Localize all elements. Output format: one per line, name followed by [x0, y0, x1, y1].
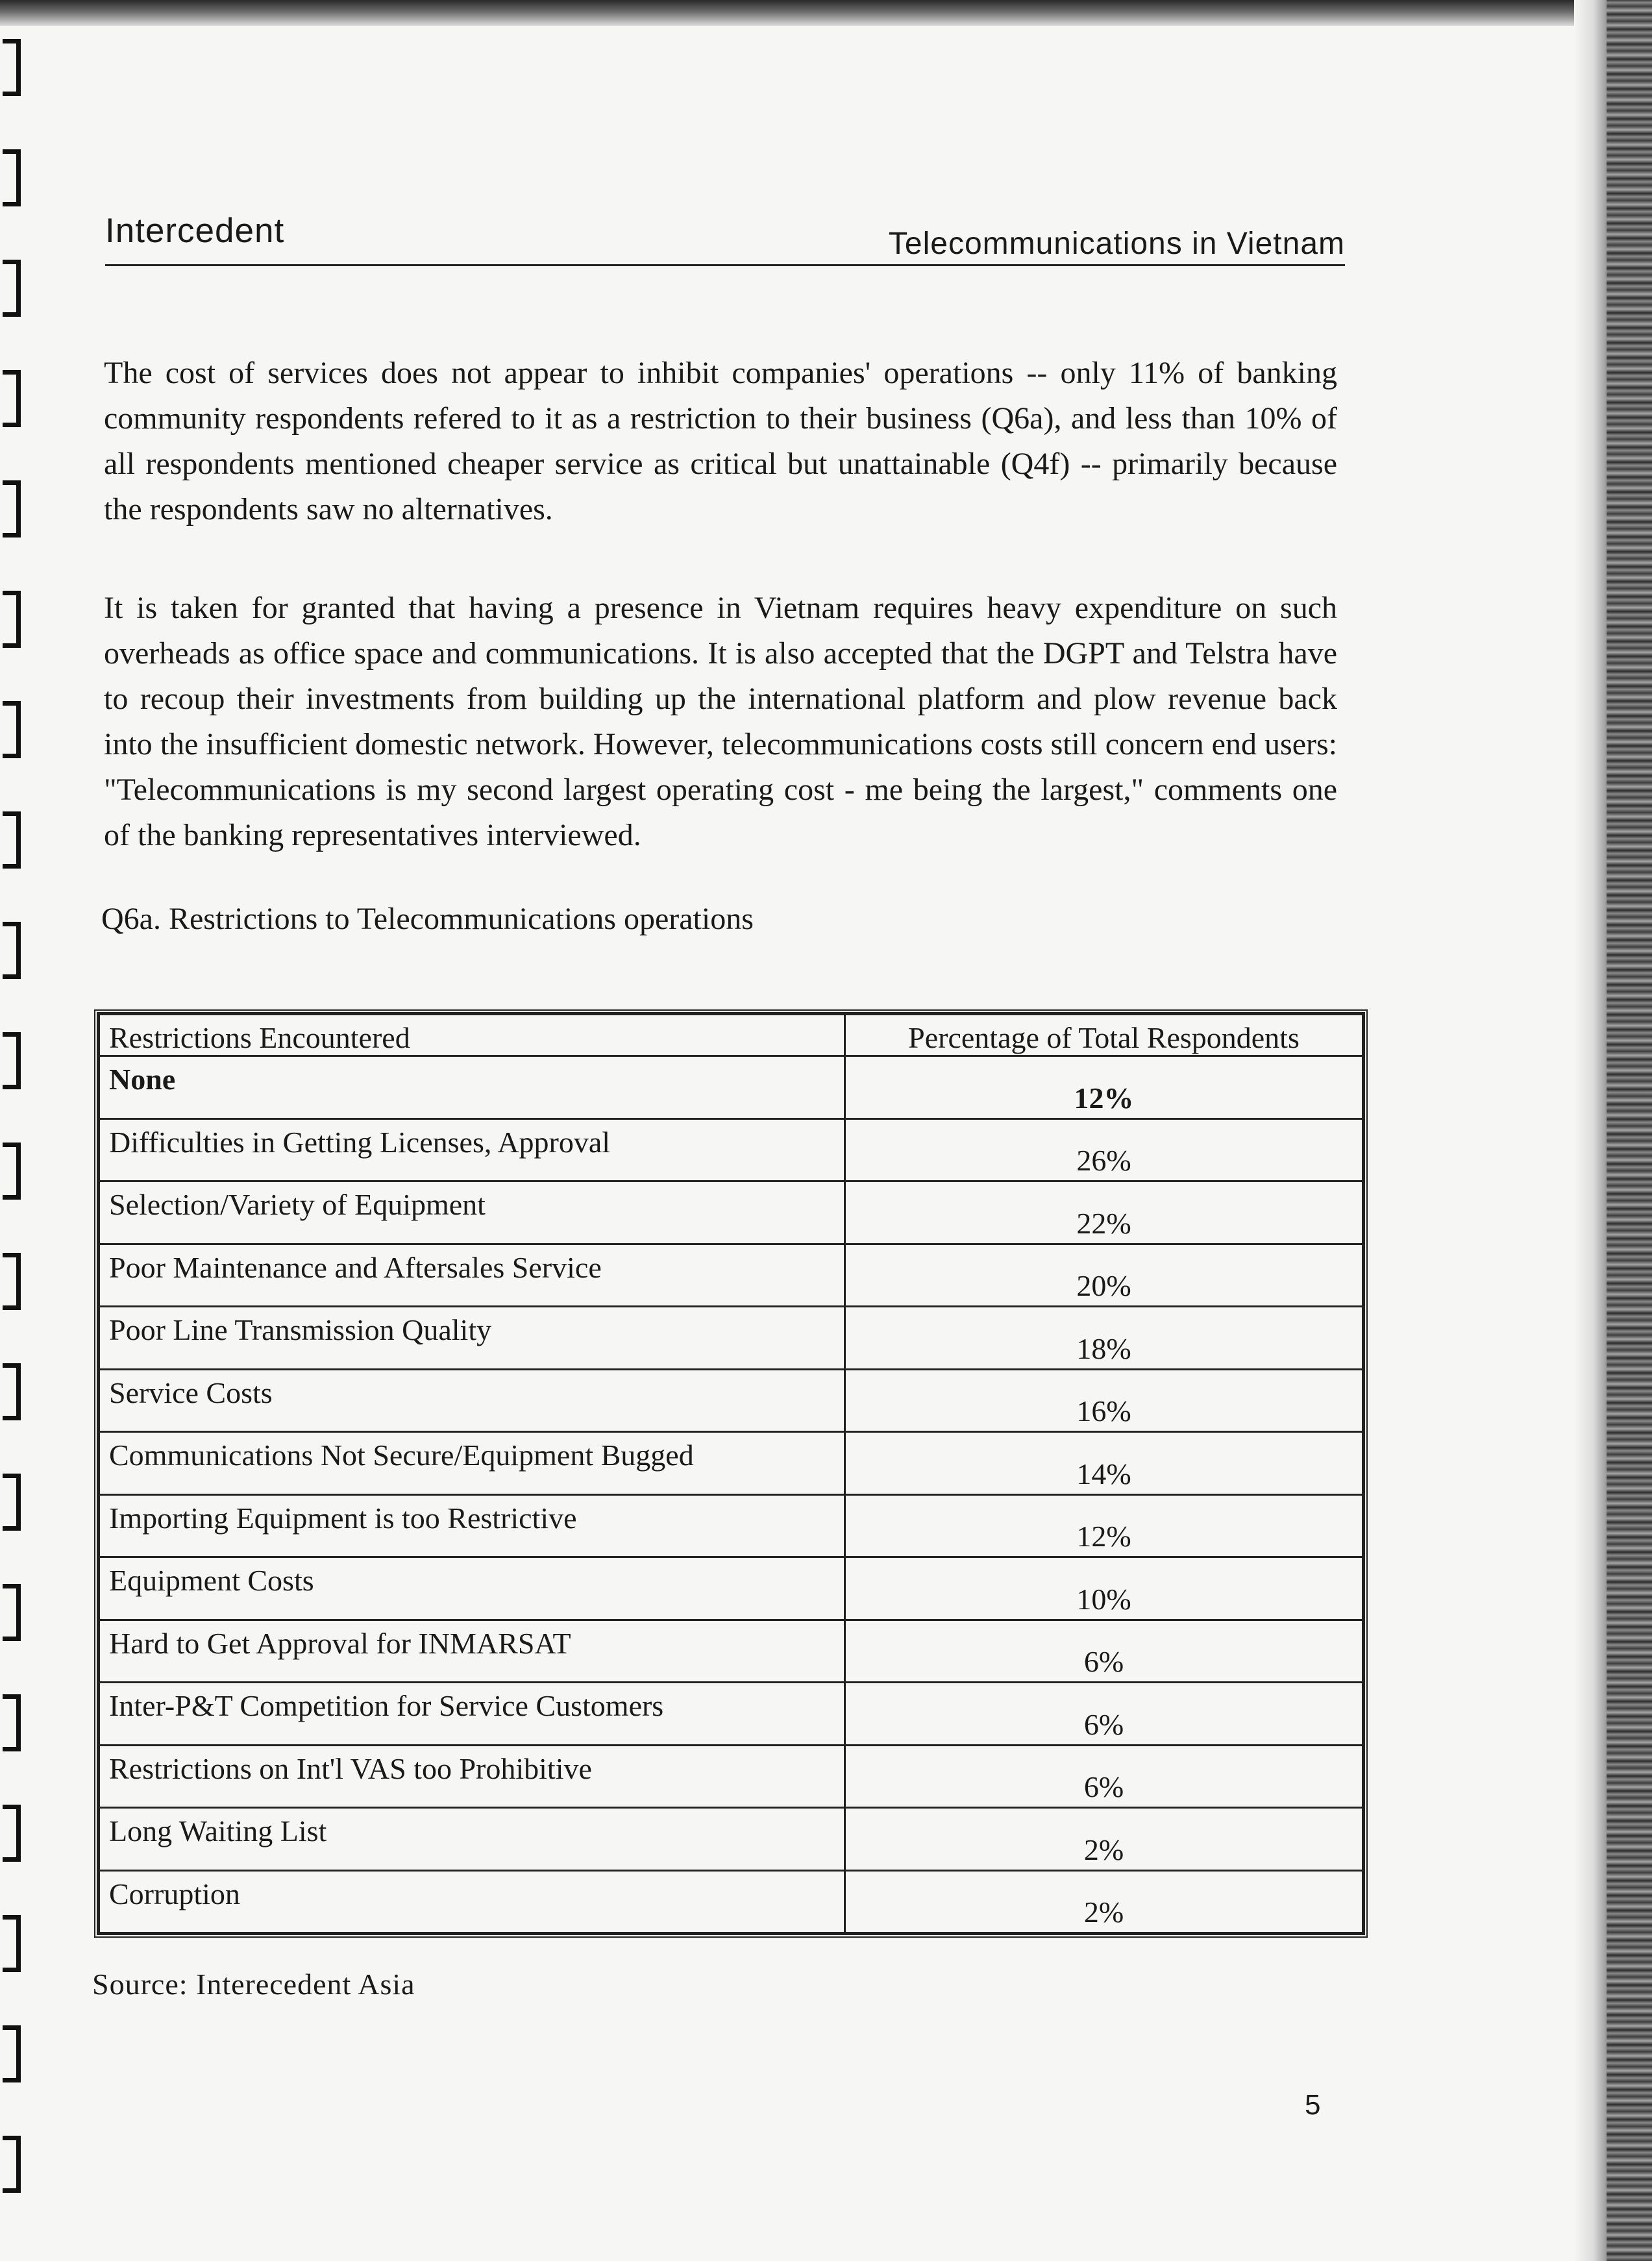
row-label: Restrictions on Int'l VAS too Prohibitive — [99, 1745, 845, 1808]
row-value: 2% — [845, 1808, 1363, 1871]
row-label: Poor Line Transmission Quality — [99, 1307, 845, 1370]
column-header-percentage: Percentage of Total Respondents — [845, 1015, 1363, 1056]
table-row — [99, 1056, 1363, 1119]
binder-ring-icon — [3, 1805, 21, 1862]
binder-ring-icon — [3, 39, 21, 96]
table-row — [99, 1870, 1363, 1933]
binder-ring-icon — [3, 2025, 21, 2082]
binder-ring-icon — [3, 480, 21, 537]
binder-ring-icon — [3, 1915, 21, 1972]
row-value: 6% — [845, 1683, 1363, 1746]
table-row — [99, 1557, 1363, 1620]
table-row — [99, 1118, 1363, 1181]
row-label: Inter-P&T Competition for Service Customers — [99, 1683, 845, 1746]
table-row — [99, 1620, 1363, 1683]
source-note: Source: Interecedent Asia — [92, 1968, 415, 2001]
page-number: 5 — [1305, 2089, 1321, 2121]
row-value: 2% — [845, 1870, 1363, 1933]
table-row — [99, 1369, 1363, 1432]
table-caption: Q6a. Restrictions to Telecommunications operations — [101, 902, 754, 936]
row-value: 14% — [845, 1432, 1363, 1495]
scan-right-edge — [1607, 0, 1652, 2261]
table-row — [99, 1683, 1363, 1746]
row-value: 12% — [845, 1056, 1363, 1119]
row-label: Selection/Variety of Equipment — [99, 1181, 845, 1244]
binder-ring-icon — [3, 1474, 21, 1531]
header-company: Intercedent — [105, 212, 285, 250]
row-value: 6% — [845, 1620, 1363, 1683]
binder-ring-icon — [3, 2136, 21, 2193]
row-label: Communications Not Secure/Equipment Bugged — [99, 1432, 845, 1495]
binder-ring-icon — [3, 1253, 21, 1310]
binder-ring-icon — [3, 370, 21, 427]
row-value: 26% — [845, 1118, 1363, 1181]
binder-ring-icon — [3, 1694, 21, 1751]
binder-ring-icon — [3, 591, 21, 648]
row-label: Importing Equipment is too Restrictive — [99, 1494, 845, 1557]
binder-ring-icon — [3, 701, 21, 758]
paragraph-expenditure: It is taken for granted that having a presence in Vietnam requires heavy expenditure on such overheads as office space and communications. It is also accepted that the DGPT and Telstra have to recoup their investments from building up the international platform and plow revenue back into the insufficient domestic network. However, telecommunications costs still concern end users: "Telecommunications is my second largest operating cost - me being the largest," comments one of the banking representatives interviewed. — [104, 591, 1337, 852]
row-label: Service Costs — [99, 1369, 845, 1432]
scan-top-edge — [0, 0, 1652, 26]
row-value: 22% — [845, 1181, 1363, 1244]
table-row — [99, 1745, 1363, 1808]
row-label: Hard to Get Approval for INMARSAT — [99, 1620, 845, 1683]
table-row — [99, 1808, 1363, 1871]
row-label: Long Waiting List — [99, 1808, 845, 1871]
binder-ring-icon — [3, 922, 21, 979]
table-row — [99, 1181, 1363, 1244]
row-label: Corruption — [99, 1870, 845, 1933]
paragraph-cost-of-services: The cost of services does not appear to inhibit companies' operations -- only 11% of banking community respondents refered to it as a restriction to their business (Q6a), and less than 10% of all respondents mentioned cheaper service as critical but unattainable (Q4f) -- primarily because the respondents saw no alternatives. — [104, 356, 1337, 526]
binder-ring-icon — [3, 1584, 21, 1641]
binder-ring-icon — [3, 1363, 21, 1420]
row-value: 16% — [845, 1369, 1363, 1432]
row-value: 18% — [845, 1307, 1363, 1370]
binder-ring-icon — [3, 1143, 21, 1200]
column-header-restrictions: Restrictions Encountered — [99, 1015, 845, 1056]
table-row — [99, 1307, 1363, 1370]
header-title: Telecommunications in Vietnam — [888, 227, 1345, 261]
row-label: None — [99, 1056, 845, 1119]
table-row — [99, 1494, 1363, 1557]
page-curl-shadow — [1574, 0, 1607, 2261]
row-value: 12% — [845, 1494, 1363, 1557]
binder-ring-icon — [3, 811, 21, 869]
table-row — [99, 1432, 1363, 1495]
row-label: Difficulties in Getting Licenses, Approval — [99, 1118, 845, 1181]
row-value: 6% — [845, 1745, 1363, 1808]
row-label: Equipment Costs — [99, 1557, 845, 1620]
row-value: 10% — [845, 1557, 1363, 1620]
restrictions-table — [94, 1009, 1368, 1938]
binder-ring-icon — [3, 260, 21, 317]
row-label: Poor Maintenance and Aftersales Service — [99, 1244, 845, 1307]
binder-ring-icon — [3, 149, 21, 206]
table-header-row — [99, 1015, 1363, 1056]
binder-ring-icon — [3, 1032, 21, 1089]
row-value: 20% — [845, 1244, 1363, 1307]
page-header — [105, 211, 1345, 266]
table-row — [99, 1244, 1363, 1307]
